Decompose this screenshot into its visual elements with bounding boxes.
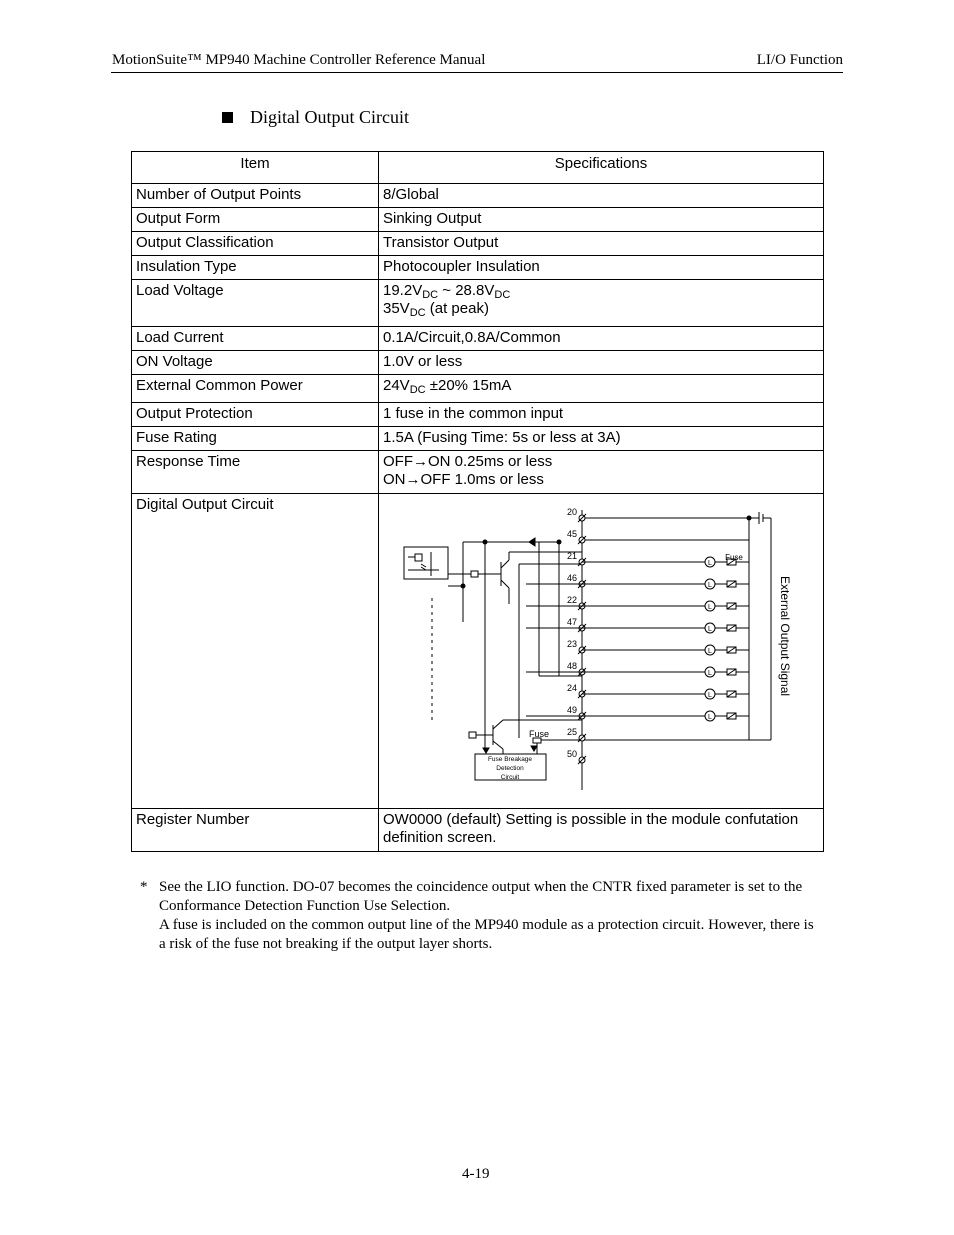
row-spec: 1 fuse in the common input [379,403,824,427]
row-spec: Photocoupler Insulation [379,256,824,280]
load-voltage-peak: $35V_{DC}$ (at peak) [383,300,489,319]
response-on-off: ON→OFF 1.0ms or less [383,471,544,488]
pin-number-47: 47 [566,617,578,627]
pin-labels [567,507,577,759]
row-item: External Common Power [132,375,379,403]
footnote-text-2: A fuse is included on the common output line of the MP940 module as a protection circuit. However, there is a risk of the fuse not breaking if the output layer shorts. [159,917,814,952]
terminal-45 [578,536,586,544]
page-header [111,52,843,73]
fuse-label: Fuse [725,553,743,562]
detector-label-line2: Detection [496,765,524,772]
row-item: Register Number [132,809,379,852]
table-row [132,232,824,256]
row-spec: Sinking Output [379,208,824,232]
section-heading [222,107,409,128]
row-item: Fuse Rating [132,427,379,451]
table-row [132,403,824,427]
row-item: ON Voltage [132,351,379,375]
page-number: 4-19 [462,1166,490,1182]
row-item: Output Form [132,208,379,232]
load-label: L [708,714,712,721]
pin-number-24: 24 [566,683,578,693]
response-off-on: OFF→ON 0.25ms or less [383,453,553,470]
pin-number-20: 20 [566,507,578,517]
table-row [132,184,824,208]
load-line-23 [582,645,749,655]
terminal-25 [578,734,586,742]
pin-number-50: 50 [566,749,578,759]
table-row [132,327,824,351]
square-bullet-icon [222,112,233,123]
pin-number-21: 21 [566,551,578,561]
row-item: Output Classification [132,232,379,256]
table-row [132,208,824,232]
row-item: Digital Output Circuit [132,494,379,809]
output-circuit-diagram [379,494,823,808]
pin-number-46: 46 [566,573,578,583]
photocoupler-box [404,547,448,579]
load-label: L [708,582,712,589]
chapter-title: LI/O Function [756,52,843,68]
row-item: Number of Output Points [132,184,379,208]
load-label: L [708,604,712,611]
terminal-20 [578,514,586,522]
row-spec [379,280,824,327]
internal-fuse-label: Fuse [528,729,550,739]
load-label: L [708,648,712,655]
load-label: L [708,626,712,633]
row-item: Insulation Type [132,256,379,280]
row-spec [379,451,824,494]
footnote-text: See the LIO function. DO-07 becomes the coincidence output when the CNTR fixed parameter is set to the Conformance Detection Function Use Selection. [159,879,803,914]
row-spec: 1.0V or less [379,351,824,375]
load-label: L [708,560,712,567]
external-output-signal-label: External Output Signal [778,576,792,697]
load-label: L [708,670,712,677]
detector-label-line1: Fuse Breakage [487,756,533,763]
table-header-row [132,152,824,184]
pin-number-45: 45 [566,529,578,539]
row-spec: Transistor Output [379,232,824,256]
table-row [132,809,824,852]
row-spec: OW0000 (default) Setting is possible in the module confutation definition screen. [379,809,824,852]
pin-number-48: 48 [566,661,578,671]
row-item: Output Protection [132,403,379,427]
section-title: Digital Output Circuit [250,107,409,127]
load-voltage-range: $19.2V_{DC}$ ~ $28.8V_{DC}$ [383,282,511,301]
pin-number-22: 22 [566,595,578,605]
load-label: L [708,692,712,699]
table-row [132,451,824,494]
table-row [132,494,824,809]
table-row [132,427,824,451]
table-row [132,351,824,375]
row-spec: 8/Global [379,184,824,208]
pin-number-49: 49 [566,705,578,715]
column-header-specifications: Specifications [379,152,824,184]
row-item: Response Time [132,451,379,494]
load-line-24 [582,689,749,699]
row-item: Load Current [132,327,379,351]
row-spec-diagram [379,494,824,809]
pin-number-25: 25 [566,727,578,737]
table-row [132,375,824,403]
row-spec: 1.5A (Fusing Time: 5s or less at 3A) [379,427,824,451]
terminal-50 [578,756,586,764]
table-row [132,280,824,327]
footnote-marker: * [140,879,148,895]
load-line-21 [582,557,749,567]
specification-table [131,151,824,852]
column-header-item: Item [132,152,379,184]
pin-number-23: 23 [566,639,578,649]
row-item: Load Voltage [132,280,379,327]
manual-title: MotionSuite™ MP940 Machine Controller Reference Manual [112,52,486,68]
table-row [132,256,824,280]
row-spec: $24V_{DC} \pm 20\%$ 15mA [379,375,824,403]
detector-label-line3: Circuit [500,774,520,781]
row-spec: 0.1A/Circuit,0.8A/Common [379,327,824,351]
